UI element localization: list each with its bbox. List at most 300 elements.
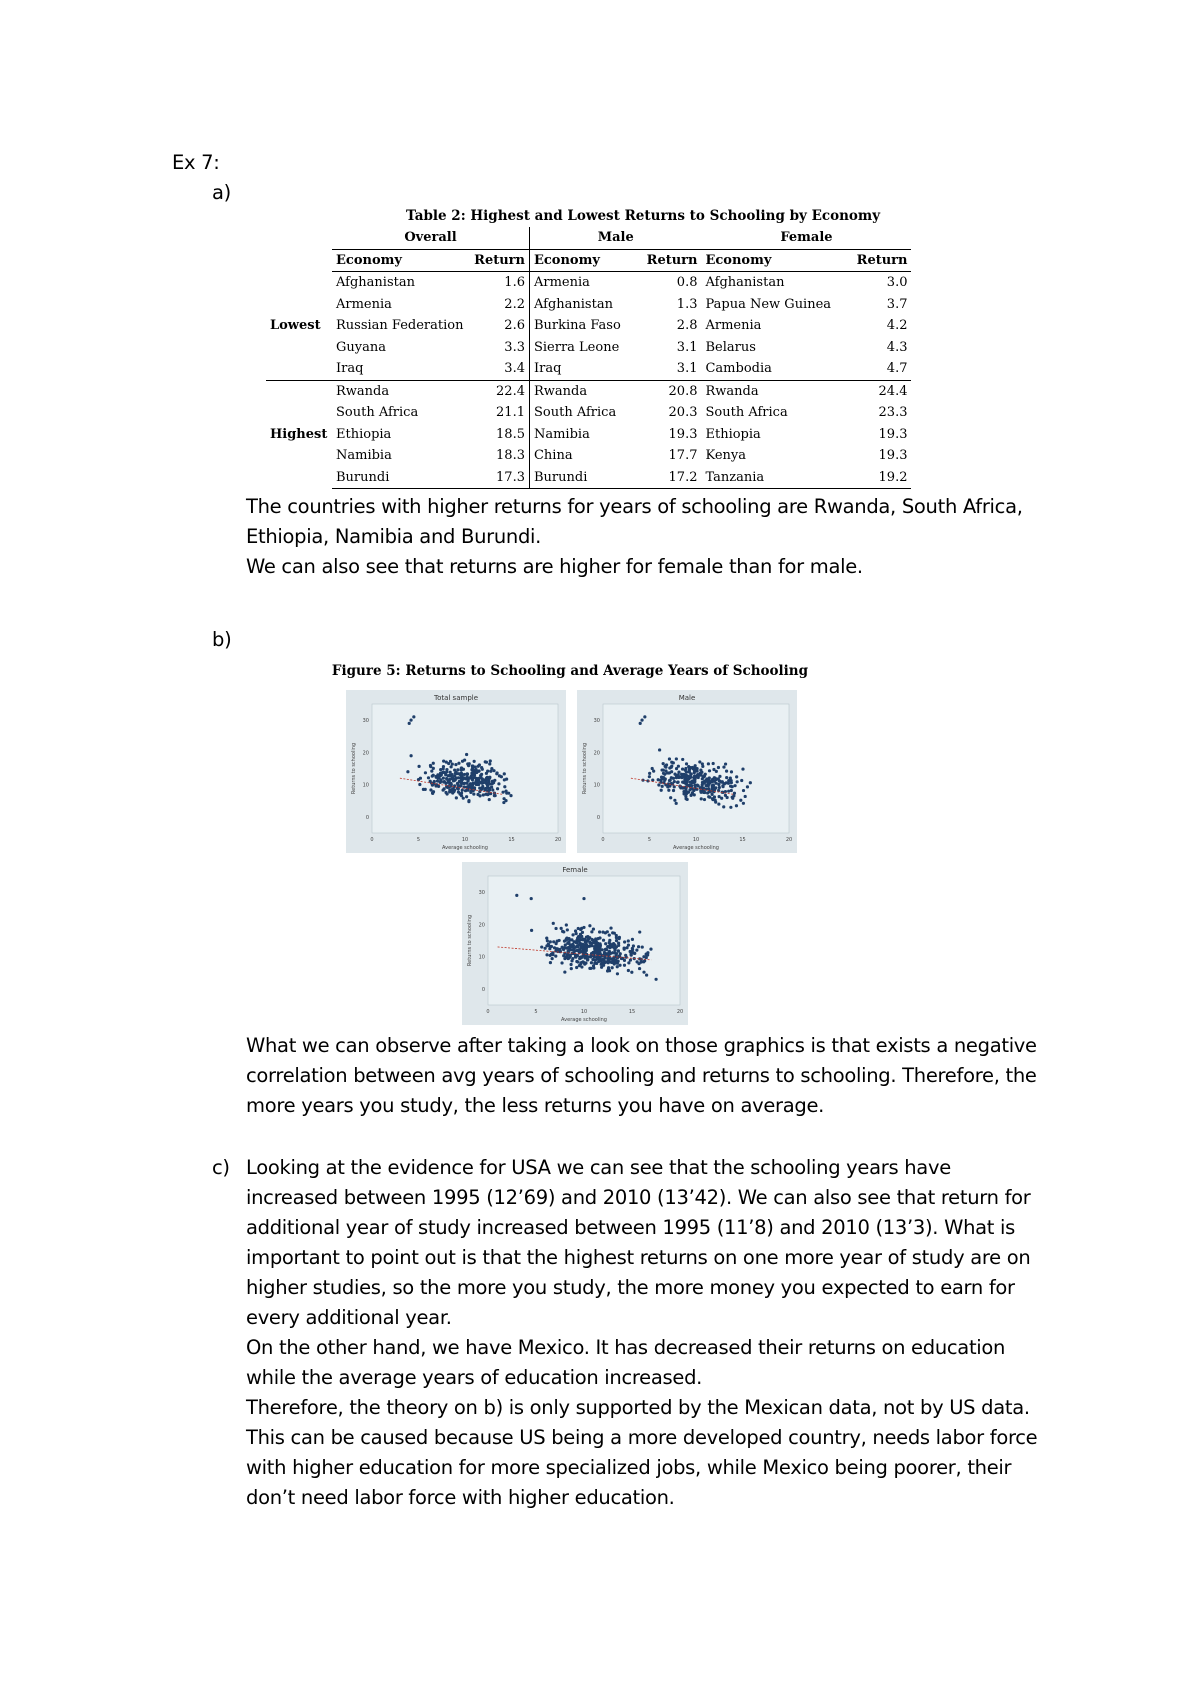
scatter-point bbox=[442, 767, 445, 770]
scatter-point bbox=[462, 768, 465, 771]
scatter-point bbox=[475, 768, 478, 771]
scatter-point bbox=[432, 790, 435, 793]
scatter-point bbox=[625, 956, 628, 959]
scatter-point bbox=[463, 776, 466, 779]
scatter-point bbox=[718, 780, 721, 783]
scatter-point bbox=[571, 933, 574, 936]
scatter-point bbox=[598, 950, 601, 953]
group-label: Highest bbox=[266, 380, 332, 489]
paragraph: We can also see that returns are higher for female than for male. bbox=[246, 555, 863, 578]
scatter-point bbox=[477, 777, 480, 780]
scatter-point bbox=[461, 789, 464, 792]
scatter-point bbox=[588, 967, 591, 970]
part-c-label: c) bbox=[212, 1156, 230, 1179]
scatter-point bbox=[590, 961, 593, 964]
scatter-point bbox=[472, 769, 475, 772]
scatter-point bbox=[565, 937, 568, 940]
scatter-point bbox=[717, 766, 720, 769]
cell-return: 4.7 bbox=[886, 361, 908, 377]
scatter-point bbox=[736, 780, 739, 783]
scatter-point bbox=[705, 779, 708, 782]
x-tick-label: 15 bbox=[739, 837, 746, 843]
cell-economy: Iraq bbox=[529, 358, 639, 380]
table-row bbox=[266, 445, 911, 467]
scatter-point bbox=[579, 946, 582, 949]
scatter-point bbox=[491, 788, 494, 791]
scatter-point bbox=[616, 965, 619, 968]
y-tick-label: 10 bbox=[478, 954, 485, 961]
scatter-point bbox=[580, 935, 583, 938]
cell-return: 19.3 bbox=[668, 426, 698, 442]
table-row bbox=[266, 315, 911, 337]
scatter-point bbox=[742, 802, 745, 805]
cell-economy: Ethiopia bbox=[336, 426, 392, 442]
y-tick-label: 20 bbox=[362, 750, 369, 757]
scatter-point bbox=[685, 762, 688, 765]
y-axis-label: Returns to schooling bbox=[351, 742, 357, 795]
scatter-point bbox=[583, 963, 586, 966]
scatter-point bbox=[465, 753, 468, 756]
scatter-point bbox=[406, 770, 409, 773]
scatter-point bbox=[577, 944, 580, 947]
scatter-point bbox=[602, 939, 605, 942]
group-male: Male bbox=[529, 227, 701, 249]
scatter-point bbox=[465, 795, 468, 798]
scatter-point bbox=[731, 796, 734, 799]
scatter-point bbox=[744, 795, 747, 798]
scatter-point bbox=[488, 798, 491, 801]
scatter-point bbox=[560, 961, 563, 964]
x-tick-label: 10 bbox=[461, 837, 469, 843]
cell-return: 24.4 bbox=[849, 380, 911, 402]
scatter-point bbox=[574, 929, 577, 932]
scatter-point bbox=[460, 780, 463, 783]
scatter-point bbox=[623, 940, 626, 943]
scatter-point bbox=[746, 785, 749, 788]
scatter-point bbox=[424, 788, 427, 791]
scatter-point bbox=[700, 797, 703, 800]
scatter-point bbox=[741, 767, 744, 770]
scatter-point bbox=[637, 945, 640, 948]
scatter-point bbox=[638, 930, 641, 933]
scatter-point bbox=[642, 971, 645, 974]
scatter-point bbox=[556, 940, 559, 943]
scatter-point bbox=[457, 762, 460, 765]
scatter-point bbox=[701, 762, 704, 765]
scatter-point bbox=[681, 775, 684, 778]
scatter-point bbox=[702, 791, 705, 794]
cell-economy: Rwanda bbox=[332, 380, 467, 402]
scatter-total-sample bbox=[346, 690, 566, 853]
cell-return: 18.5 bbox=[496, 426, 525, 442]
y-tick-label: 20 bbox=[593, 750, 600, 757]
scatter-point bbox=[690, 792, 693, 795]
cell-economy: Armenia bbox=[705, 318, 762, 334]
cell-return: 19.2 bbox=[849, 467, 911, 489]
part-c-text bbox=[246, 1153, 1046, 1513]
y-axis-label: Returns to schooling bbox=[582, 742, 588, 795]
scatter-point bbox=[704, 773, 707, 776]
scatter-point bbox=[712, 768, 715, 771]
scatter-point bbox=[717, 783, 720, 786]
scatter-point bbox=[631, 948, 634, 951]
scatter-point bbox=[445, 768, 448, 771]
cell-economy: Papua New Guinea bbox=[705, 296, 832, 312]
cell-return: 2.8 bbox=[676, 318, 698, 334]
scatter-point bbox=[503, 772, 506, 775]
scatter-point bbox=[689, 784, 692, 787]
scatter-point bbox=[471, 765, 474, 768]
scatter-point bbox=[598, 936, 601, 939]
scatter-point bbox=[590, 930, 593, 933]
scatter-point bbox=[711, 793, 714, 796]
scatter-point bbox=[688, 775, 691, 778]
scatter-point bbox=[729, 806, 732, 809]
scatter-point bbox=[549, 940, 552, 943]
cell-return: 21.1 bbox=[496, 405, 525, 421]
x-tick-label: 5 bbox=[534, 1009, 538, 1015]
scatter-point bbox=[609, 926, 612, 929]
scatter-point bbox=[641, 945, 644, 948]
cell-economy: Afghanistan bbox=[336, 275, 415, 291]
group-label: Lowest bbox=[270, 318, 321, 333]
table-row bbox=[266, 337, 911, 359]
returns-table-block bbox=[266, 208, 940, 489]
scatter-point bbox=[575, 966, 578, 969]
scatter-point bbox=[623, 964, 626, 967]
scatter-point bbox=[453, 775, 456, 778]
x-tick-label: 10 bbox=[580, 1009, 588, 1015]
scatter-point bbox=[580, 927, 583, 930]
scatter-point bbox=[635, 949, 638, 952]
scatter-point bbox=[677, 765, 680, 768]
scatter-point bbox=[473, 760, 476, 763]
scatter-point bbox=[711, 797, 714, 800]
scatter-point bbox=[646, 951, 649, 954]
scatter-point bbox=[712, 784, 715, 787]
scatter-point bbox=[685, 771, 688, 774]
group-overall: Overall bbox=[332, 227, 529, 249]
y-tick-label: 0 bbox=[365, 814, 369, 821]
col-return: Return bbox=[639, 249, 701, 272]
scatter-point bbox=[462, 797, 465, 800]
scatter-point bbox=[730, 789, 733, 792]
cell-return: 4.3 bbox=[886, 339, 908, 355]
cell-economy: Rwanda bbox=[701, 380, 849, 402]
scatter-point bbox=[552, 922, 555, 925]
scatter-point bbox=[558, 948, 561, 951]
cell-return: 20.8 bbox=[639, 380, 701, 402]
scatter-point bbox=[615, 945, 618, 948]
scatter-point bbox=[749, 781, 752, 784]
scatter-point bbox=[565, 956, 568, 959]
scatter-point bbox=[712, 762, 715, 765]
scatter-point bbox=[701, 783, 704, 786]
col-economy: Economy bbox=[529, 249, 639, 272]
scatter-point bbox=[630, 954, 633, 957]
scatter-point bbox=[684, 797, 687, 800]
scatter-point bbox=[578, 964, 581, 967]
scatter-point bbox=[606, 969, 609, 972]
scatter-point bbox=[614, 959, 617, 962]
scatter-point bbox=[412, 715, 415, 718]
scatter-point bbox=[672, 789, 675, 792]
scatter-point bbox=[576, 960, 579, 963]
scatter-point bbox=[570, 963, 573, 966]
cell-economy: Namibia bbox=[336, 448, 392, 464]
scatter-point bbox=[608, 934, 611, 937]
scatter-point bbox=[717, 802, 720, 805]
scatter-point bbox=[446, 786, 449, 789]
scatter-point bbox=[449, 760, 452, 763]
scatter-point bbox=[713, 787, 716, 790]
cell-economy: Afghanistan bbox=[529, 294, 639, 316]
scatter-point bbox=[735, 804, 738, 807]
scatter-point bbox=[457, 791, 460, 794]
scatter-point bbox=[682, 792, 685, 795]
scatter-point bbox=[720, 797, 723, 800]
scatter-point bbox=[617, 950, 620, 953]
scatter-point bbox=[677, 771, 680, 774]
scatter-point bbox=[722, 805, 725, 808]
scatter-point bbox=[473, 782, 476, 785]
scatter-point bbox=[437, 775, 440, 778]
scatter-point bbox=[530, 929, 533, 932]
cell-return: 4.2 bbox=[886, 318, 908, 334]
scatter-point bbox=[615, 939, 618, 942]
cell-economy: Belarus bbox=[705, 339, 756, 355]
scatter-point bbox=[703, 798, 706, 801]
scatter-point bbox=[485, 776, 488, 779]
scatter-point bbox=[596, 942, 599, 945]
scatter-point bbox=[489, 759, 492, 762]
scatter-point bbox=[575, 932, 578, 935]
scatter-point bbox=[706, 791, 709, 794]
cell-return: 17.7 bbox=[668, 448, 698, 464]
scatter-point bbox=[576, 941, 579, 944]
scatter-point bbox=[640, 719, 643, 722]
cell-return: 0.8 bbox=[676, 275, 698, 291]
scatter-point bbox=[615, 952, 618, 955]
scatter-point bbox=[604, 948, 607, 951]
scatter-point bbox=[739, 799, 742, 802]
scatter-point bbox=[549, 954, 552, 957]
cell-economy: Armenia bbox=[336, 296, 392, 312]
scatter-point bbox=[437, 785, 440, 788]
scatter-point bbox=[560, 927, 563, 930]
y-tick-label: 10 bbox=[593, 782, 600, 789]
scatter-point bbox=[487, 782, 490, 785]
figure-title: Figure 5: Returns to Schooling and Average Years of Schooling bbox=[331, 663, 809, 679]
scatter-point bbox=[603, 951, 606, 954]
cell-economy: Cambodia bbox=[705, 361, 772, 377]
scatter-point bbox=[497, 782, 500, 785]
part-b-text bbox=[246, 1031, 1046, 1121]
y-tick-label: 30 bbox=[593, 718, 600, 725]
scatter-point bbox=[546, 939, 549, 942]
y-tick-label: 0 bbox=[481, 986, 485, 993]
cell-return: 3.7 bbox=[886, 296, 908, 312]
x-axis-label: Average schooling bbox=[673, 845, 719, 851]
scatter-point bbox=[730, 770, 733, 773]
cell-economy: Iraq bbox=[336, 361, 364, 377]
scatter-point bbox=[598, 930, 601, 933]
scatter-point bbox=[658, 748, 661, 751]
scatter-point bbox=[664, 766, 667, 769]
scatter-female bbox=[462, 862, 688, 1025]
cell-economy: Ethiopia bbox=[705, 426, 761, 442]
scatter-point bbox=[456, 782, 459, 785]
scatter-point bbox=[586, 935, 589, 938]
scatter-point bbox=[588, 924, 591, 927]
scatter-point bbox=[443, 787, 446, 790]
scatter-point bbox=[675, 802, 678, 805]
scatter-point bbox=[485, 761, 488, 764]
scatter-point bbox=[673, 773, 676, 776]
scatter-point bbox=[496, 787, 499, 790]
col-return: Return bbox=[467, 249, 529, 272]
scatter-point bbox=[637, 962, 640, 965]
scatter-point bbox=[660, 789, 663, 792]
scatter-point bbox=[552, 940, 555, 943]
cell-return: 17.2 bbox=[639, 467, 701, 489]
scatter-point bbox=[708, 776, 711, 779]
scatter-point bbox=[408, 722, 411, 725]
scatter-point bbox=[442, 780, 445, 783]
scatter-point bbox=[612, 942, 615, 945]
scatter-point bbox=[429, 764, 432, 767]
scatter-point bbox=[727, 782, 730, 785]
y-tick-label: 20 bbox=[478, 922, 485, 929]
scatter-point bbox=[467, 799, 470, 802]
x-tick-label: 5 bbox=[647, 837, 652, 843]
scatter-point bbox=[592, 927, 595, 930]
cell-return: 19.3 bbox=[878, 426, 908, 442]
cell-economy: Armenia bbox=[529, 272, 639, 294]
scatter-point bbox=[721, 784, 724, 787]
scatter-point bbox=[725, 770, 728, 773]
scatter-point bbox=[648, 775, 651, 778]
scatter-point bbox=[554, 955, 557, 958]
scatter-point bbox=[669, 796, 672, 799]
scatter-point bbox=[495, 772, 498, 775]
scatter-point bbox=[507, 792, 510, 795]
scatter-point bbox=[608, 946, 611, 949]
scatter-point bbox=[593, 945, 596, 948]
x-tick-label: 0 bbox=[370, 837, 374, 843]
scatter-point bbox=[610, 961, 613, 964]
scatter-point bbox=[509, 794, 512, 797]
cell-economy: South Africa bbox=[529, 402, 639, 424]
col-economy: Economy bbox=[701, 249, 849, 272]
scatter-point bbox=[585, 943, 588, 946]
scatter-point bbox=[464, 789, 467, 792]
col-economy: Economy bbox=[332, 249, 467, 272]
scatter-point bbox=[582, 897, 585, 900]
scatter-point bbox=[651, 778, 654, 781]
x-axis-label: Average schooling bbox=[561, 1017, 607, 1023]
part-a-label: a) bbox=[212, 181, 231, 204]
scatter-point bbox=[698, 760, 701, 763]
y-tick-label: 30 bbox=[478, 890, 485, 897]
cell-return: 18.3 bbox=[496, 448, 525, 464]
scatter-point bbox=[654, 978, 657, 981]
scatter-point bbox=[448, 774, 451, 777]
scatter-point bbox=[697, 784, 700, 787]
table-row bbox=[266, 294, 911, 316]
scatter-point bbox=[565, 923, 568, 926]
scatter-point bbox=[740, 779, 743, 782]
scatter-point bbox=[648, 772, 651, 775]
scatter-point bbox=[427, 776, 430, 779]
scatter-point bbox=[545, 953, 548, 956]
scatter-point bbox=[649, 948, 652, 951]
x-tick-label: 0 bbox=[601, 837, 605, 843]
scatter-point bbox=[472, 792, 475, 795]
scatter-point bbox=[623, 948, 626, 951]
scatter-point bbox=[504, 799, 507, 802]
scatter-point bbox=[488, 776, 491, 779]
scatter-point bbox=[451, 762, 454, 765]
scatter-point bbox=[477, 765, 480, 768]
scatter-point bbox=[603, 959, 606, 962]
cell-economy: Afghanistan bbox=[705, 275, 785, 291]
scatter-point bbox=[611, 931, 614, 934]
paragraph: On the other hand, we have Mexico. It has decreased their returns on education while the average years of education increased. bbox=[246, 1336, 1006, 1389]
scatter-point bbox=[466, 775, 469, 778]
returns-table bbox=[266, 227, 911, 489]
group-female: Female bbox=[701, 227, 911, 249]
col-return: Return bbox=[849, 249, 911, 272]
scatter-point bbox=[675, 757, 678, 760]
scatter-point bbox=[444, 791, 447, 794]
x-axis-label: Average schooling bbox=[442, 845, 488, 851]
scatter-point bbox=[645, 973, 648, 976]
exercise-title: Ex 7: bbox=[172, 151, 220, 174]
scatter-point bbox=[439, 781, 442, 784]
scatter-point bbox=[578, 956, 581, 959]
cell-return: 1.3 bbox=[676, 296, 698, 312]
x-tick-label: 20 bbox=[785, 837, 793, 843]
scatter-point bbox=[629, 959, 632, 962]
scatter-point bbox=[449, 771, 452, 774]
paragraph: Therefore, the theory on b) is only supported by the Mexican data, not by US data. bbox=[246, 1396, 1030, 1419]
scatter-point bbox=[722, 765, 725, 768]
scatter-point bbox=[583, 938, 586, 941]
cell-return: 2.2 bbox=[504, 296, 525, 312]
scatter-point bbox=[683, 778, 686, 781]
scatter-point bbox=[685, 782, 688, 785]
scatter-point bbox=[449, 765, 452, 768]
y-tick-label: 0 bbox=[596, 814, 600, 821]
scatter-point bbox=[570, 967, 573, 970]
lowest-rows bbox=[266, 272, 911, 381]
cell-return: 1.6 bbox=[504, 275, 525, 291]
y-axis-label: Returns to schooling bbox=[467, 914, 473, 967]
scatter-point bbox=[442, 771, 445, 774]
cell-return: 3.3 bbox=[504, 339, 525, 355]
scatter-point bbox=[418, 783, 421, 786]
plot-region bbox=[372, 704, 558, 833]
cell-economy: Tanzania bbox=[701, 467, 849, 489]
scatter-point bbox=[687, 765, 690, 768]
scatter-point bbox=[500, 775, 503, 778]
scatter-point bbox=[638, 967, 641, 970]
cell-economy: Rwanda bbox=[529, 380, 639, 402]
scatter-point bbox=[726, 796, 729, 799]
scatter-point bbox=[625, 946, 628, 949]
scatter-point bbox=[666, 771, 669, 774]
